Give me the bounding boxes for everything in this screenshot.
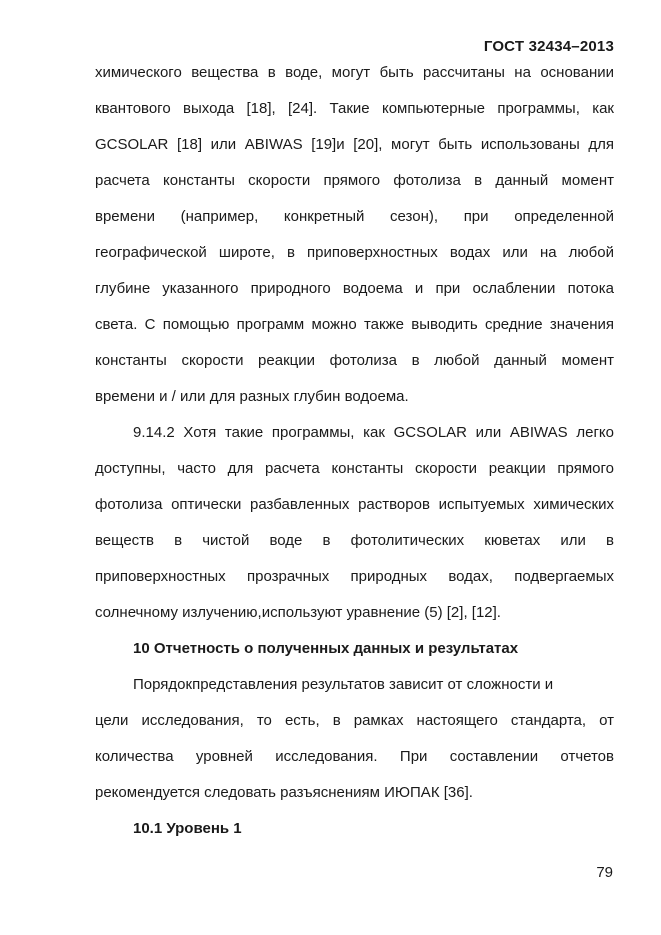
page-number: 79	[596, 864, 613, 881]
body-line: фотолиза оптически разбавленных растворов испытуемых химических	[95, 496, 614, 513]
body-line: химического вещества в воде, могут быть рассчитаны на основании	[95, 64, 614, 81]
body-line: времени и / или для разных глубин водоема.	[95, 388, 409, 405]
section-heading: 10 Отчетность о полученных данных и результатах	[133, 640, 519, 657]
paragraph-first-line: 9.14.2 Хотя такие программы, как GCSOLAR или ABIWAS легко	[133, 424, 614, 441]
body-line: глубине указанного природного водоема и при ослаблении потока	[95, 280, 614, 297]
body-line: солнечному излучению,используют уравнение (5) [2], [12].	[95, 604, 501, 621]
body-line: приповерхностных прозрачных природных водах, подвергаемых	[95, 568, 614, 585]
body-line: времени (например, конкретный сезон), при определенной	[95, 208, 614, 225]
body-line: константы скорости реакции фотолиза в любой данный момент	[95, 352, 614, 369]
document-body	[95, 60, 614, 852]
body-line: GCSOLAR [18] или ABIWAS [19]и [20], могут быть использованы для	[95, 136, 614, 153]
body-line: доступны, часто для расчета константы скорости реакции прямого	[95, 460, 614, 477]
body-line: географической широте, в приповерхностных водах или на любой	[95, 244, 614, 261]
body-line: цели исследования, то есть, в рамках настоящего стандарта, от	[95, 712, 614, 729]
document-header-code: ГОСТ 32434–2013	[483, 38, 614, 55]
body-line: света. С помощью программ можно также выводить средние значения	[95, 316, 614, 333]
body-line: количества уровней исследования. При составлении отчетов	[95, 748, 614, 765]
body-line: веществ в чистой воде в фотолитических кюветах или в	[95, 532, 614, 549]
body-line: квантового выхода [18], [24]. Такие компьютерные программы, как	[95, 100, 614, 117]
subsection-heading: 10.1 Уровень 1	[133, 820, 242, 837]
body-line: рекомендуется следовать разъяснениям ИЮПАК [36].	[95, 784, 473, 801]
paragraph-first-line: Порядокпредставления результатов зависит от сложности и	[133, 676, 554, 693]
body-line: расчета константы скорости прямого фотолиза в данный момент	[95, 172, 614, 189]
